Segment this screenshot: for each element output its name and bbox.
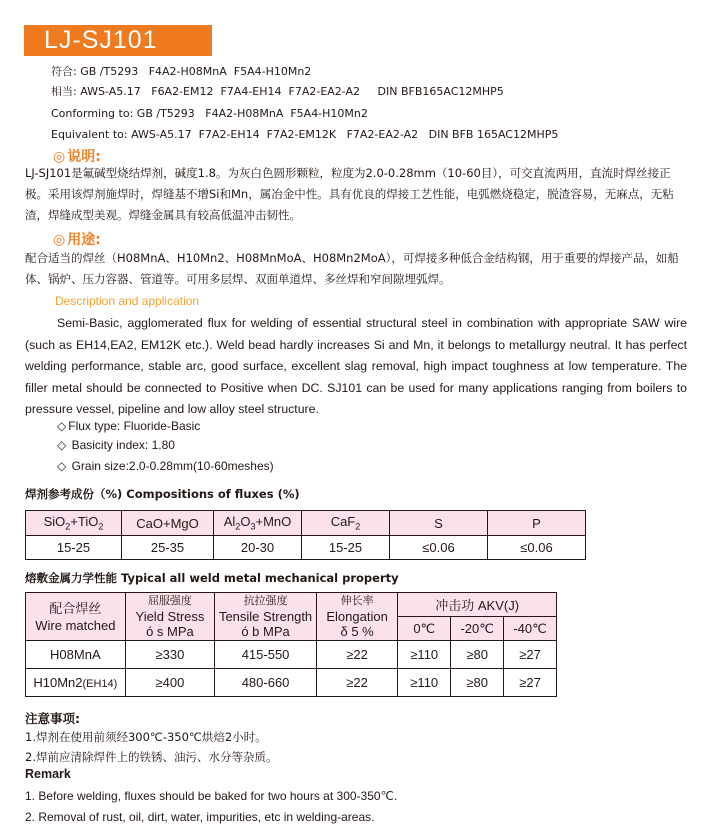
- table-cell: 480-660: [215, 669, 317, 697]
- table-row: [26, 536, 586, 560]
- spec-line: [51, 65, 311, 79]
- table-header-row: [26, 593, 557, 617]
- spec-value: GB /T5293 F4A2-H08MnA F5A4-H10Mn2: [80, 65, 312, 78]
- description-heading: Description and application: [55, 294, 200, 308]
- bullet-item: ◇ Grain size:2.0-0.28mm(10-60meshes): [57, 459, 274, 473]
- diamond-icon: ◇: [57, 419, 67, 433]
- column-header-tensile: 抗拉强度 Tensile Strength ó b MPa: [215, 593, 317, 641]
- table-cell: ≥80: [451, 669, 504, 697]
- column-header: CaO+MgO: [122, 511, 214, 536]
- table-cell: H08MnA: [26, 641, 126, 669]
- table-cell: ≥80: [451, 641, 504, 669]
- table-cell: 415-550: [215, 641, 317, 669]
- bullet-item: ◇ Basicity index: 1.80: [57, 438, 175, 452]
- table-cell: ≥27: [504, 641, 557, 669]
- notes-heading-cn: 注意事项:: [25, 711, 80, 726]
- table-cell: ≥110: [398, 641, 451, 669]
- column-header: S: [390, 511, 488, 536]
- circle-icon: ◎: [53, 149, 66, 165]
- table-header-row: [26, 511, 586, 536]
- table-cell: ≥330: [125, 641, 215, 669]
- mechanical-table: [25, 592, 557, 697]
- table-cell: ≤0.06: [390, 536, 488, 560]
- explain-text: LJ-SJ101是氟碱型烧结焊剂，碱度1.8。为灰白色圆形颗粒，粒度为2.0-0.28mm（10-60目），可交直流两用，直流时焊丝接正极。采用该焊剂施焊时，焊缝基不增Si和Mn，属冶金中性。具有优良的焊接工艺性能，电弧燃烧稳定，脱渣容易，无麻点，无粘渣，焊缝成型美观。焊缝金属具有较高低温冲击韧性。: [25, 166, 674, 222]
- spec-label: 符合:: [51, 65, 77, 78]
- spec-line: [51, 107, 368, 121]
- column-header: P: [488, 511, 586, 536]
- explain-heading: ◎ 说明:: [53, 149, 101, 165]
- table-cell: 15-25: [302, 536, 390, 560]
- diamond-icon: ◇: [57, 459, 67, 473]
- usage-heading: ◎ 用途:: [53, 232, 101, 248]
- spec-line: [51, 85, 504, 99]
- usage-text: 配合适当的焊丝（H08MnA、H10Mn2、H08MnMoA、H08Mn2MoA），可焊接多种低合金结构钢，用于重要的焊接产品，如船体、锅炉、压力容器、管道等。可用多层焊、双面单道焊、多丝焊和窄间隙埋弧焊。: [25, 251, 679, 286]
- spec-label: Conforming to:: [51, 107, 134, 120]
- spec-value: AWS-A5.17 F7A2-EH14 F7A2-EM12K F7A2-EA2-A2 DIN BFB 165AC12MHP5: [131, 128, 559, 141]
- table-cell: ≥22: [316, 641, 397, 669]
- note-line: 2. Removal of rust, oil, dirt, water, impurities, etc in welding-areas.: [25, 810, 375, 824]
- note-line: 2.焊前应清除焊件上的铁锈、油污、水分等杂质。: [25, 750, 278, 764]
- mechanical-caption: 熔敷金属力学性能 Typical all weld metal mechanical property: [25, 571, 399, 585]
- table-row: [26, 641, 557, 669]
- diamond-icon: ◇: [57, 438, 67, 452]
- column-header-temp: 0℃: [398, 617, 451, 641]
- bullet-item: ◇ Flux type: Fluoride-Basic: [57, 419, 201, 433]
- compositions-table: [25, 510, 586, 560]
- note-line: 1.焊剂在使用前须经300℃-350℃烘焙2小时。: [25, 730, 267, 744]
- table-cell: ≥110: [398, 669, 451, 697]
- table-row: [26, 669, 557, 697]
- column-header-elongation: 伸长率 Elongation δ 5 %: [316, 593, 397, 641]
- spec-value: GB /T5293 F4A2-H08MnA F5A4-H10Mn2: [136, 107, 368, 120]
- spec-line: [51, 128, 558, 142]
- column-header-temp: -20℃: [451, 617, 504, 641]
- column-header-wire: 配合焊丝 Wire matched: [26, 593, 126, 641]
- spec-label: Equivalent to:: [51, 128, 128, 141]
- table-cell: 20-30: [214, 536, 302, 560]
- table-cell: ≥22: [316, 669, 397, 697]
- table-cell: ≥27: [504, 669, 557, 697]
- product-title: LJ-SJ101: [24, 25, 212, 56]
- table-cell: 15-25: [26, 536, 122, 560]
- spec-label: 相当:: [51, 85, 77, 98]
- note-line: 1. Before welding, fluxes should be baked for two hours at 300-350℃.: [25, 789, 398, 803]
- circle-icon: ◎: [53, 232, 66, 248]
- spec-value: AWS-A5.17 F6A2-EM12 F7A4-EH14 F7A2-EA2-A2 DIN BFB165AC12MHP5: [80, 85, 504, 98]
- description-text: Semi-Basic, agglomerated flux for welding of essential structural steel in combination with appropriate SAW wire (such as EH14,EA2, EM12K etc.). Weld bead hardly increases Si and Mn, it belongs to metallurgy neutral. It has perfect welding performance, stable arc, good surface, excellent slag removal, high impact toughness at low temperature. The filler metal should be connected to Positive when DC. SJ101 can be used for many applications ranging from boilers to pressure vessel, pipeline and low alloy steel structure.: [25, 316, 687, 416]
- column-header-temp: -40℃: [504, 617, 557, 641]
- column-header: CaF$_2$: [302, 511, 390, 536]
- column-header: $Al_2O_3+MnO$: [214, 511, 302, 536]
- table-cell: 25-35: [122, 536, 214, 560]
- table-cell: H10Mn2(EH14): [26, 669, 126, 697]
- table-cell: ≥400: [125, 669, 215, 697]
- table-cell: ≤0.06: [488, 536, 586, 560]
- compositions-caption: 焊剂参考成份（%) Compositions of fluxes (%): [25, 487, 300, 501]
- column-header-yield: 屈服强度 Yield Stress ó s MPa: [125, 593, 215, 641]
- column-header-impact: 冲击功 AKV(J): [398, 593, 557, 617]
- notes-heading-en: Remark: [25, 767, 71, 781]
- column-header: SiO$_2$+TiO$_2$: [26, 511, 122, 536]
